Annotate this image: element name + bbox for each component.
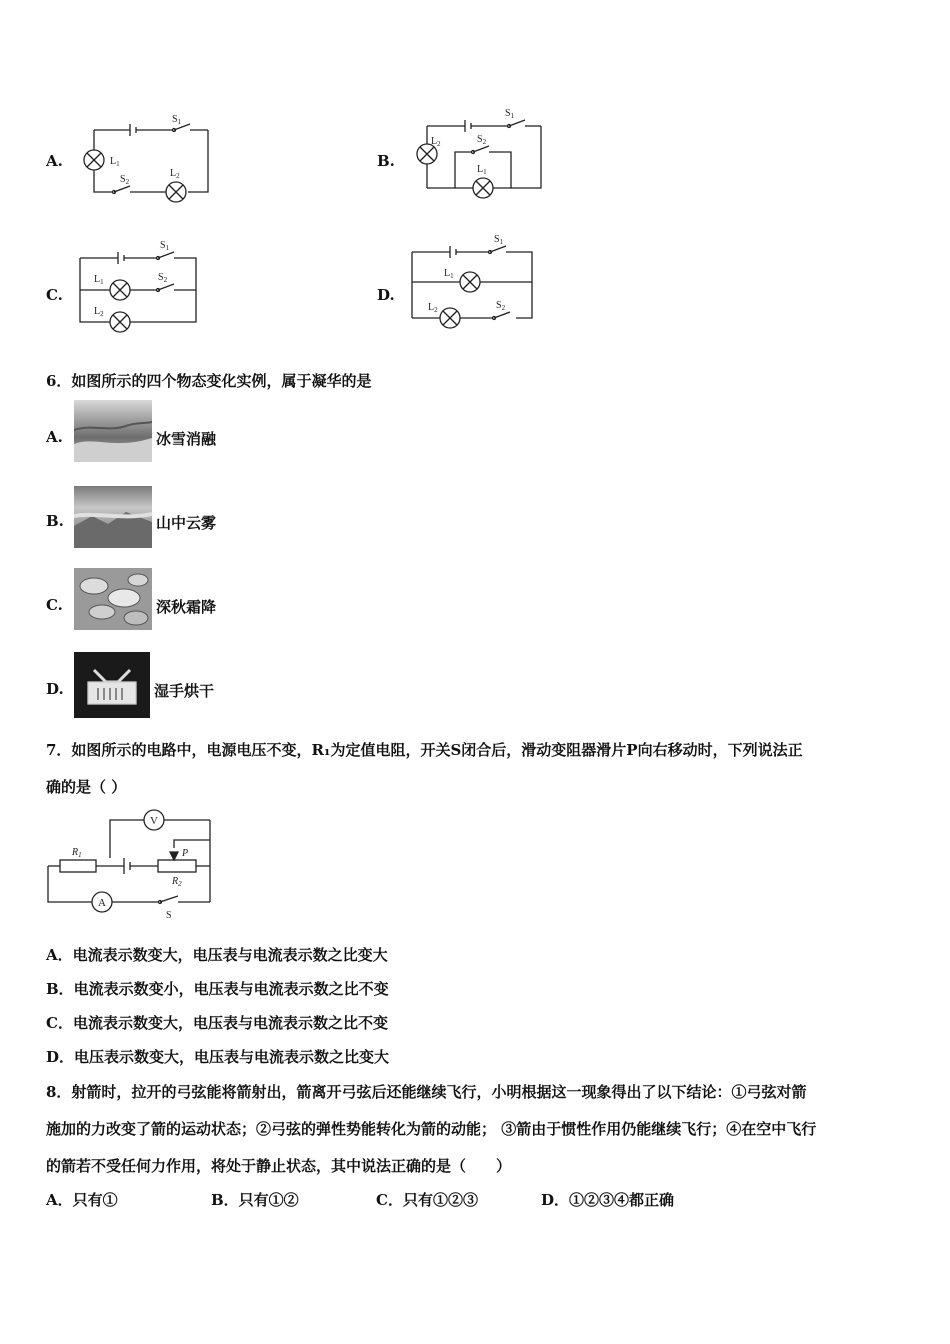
q5-circuit-c <box>72 236 212 336</box>
q7-stem-line2: 确的是（ ） <box>46 778 127 796</box>
switch-label: S <box>166 910 172 921</box>
q7-option-a[interactable]: A．电流表示数变大，电压表与电流表示数之比变大 <box>46 946 388 964</box>
frost-leaves-photo <box>74 568 152 630</box>
svg-text:L1: $L_1$ <box>110 156 120 168</box>
q7-option-c[interactable]: C．电流表示数变大，电压表与电流表示数之比不变 <box>46 1014 388 1032</box>
voltmeter-label: V <box>150 815 158 827</box>
svg-text:L1: $L_1$ <box>477 164 487 176</box>
q6-option-c-letter[interactable]: C. <box>46 596 63 614</box>
svg-text:R1: $R_1$ <box>72 847 82 859</box>
q6-stem: 6．如图所示的四个物态变化实例，属于凝华的是 <box>46 372 372 390</box>
q7-option-d[interactable]: D．电压表示数变大，电压表与电流表示数之比变大 <box>46 1048 390 1066</box>
q5-circuit-b <box>405 102 555 202</box>
ammeter-label: A <box>98 897 106 909</box>
svg-text:L1: $L_1$ <box>94 274 104 286</box>
q6-option-d-letter[interactable]: D. <box>46 680 64 698</box>
q7-stem-line1: 7．如图所示的电路中，电源电压不变，R₁为定值电阻，开关S闭合后，滑动变阻器滑片P向右移动时，下列说法正 <box>46 741 803 759</box>
svg-text:S1: $S_1$ <box>172 114 182 126</box>
slider-label: P <box>182 848 189 859</box>
svg-text:S1: $S_1$ <box>160 240 170 252</box>
q8-option-a[interactable]: A．只有① <box>46 1191 118 1209</box>
river-snow-photo <box>74 400 152 462</box>
svg-text:S1: $S_1$ <box>494 234 504 246</box>
q5-option-d-letter[interactable]: D. <box>377 286 395 304</box>
svg-text:S1: $S_1$ <box>505 108 515 120</box>
svg-text:L2: $L_2$ <box>428 302 438 314</box>
svg-text:S2: $S_2$ <box>158 272 168 284</box>
q5-circuit-a <box>72 108 222 204</box>
q5-option-a-letter[interactable]: A. <box>46 152 63 170</box>
q8-stem-line3: 的箭若不受任何力作用，将处于静止状态，其中说法正确的是（ ） <box>46 1157 512 1175</box>
mountain-fog-photo <box>74 486 152 548</box>
svg-text:S2: $S_2$ <box>120 174 130 186</box>
q7-circuit-diagram <box>40 808 230 922</box>
hand-dryer-photo <box>74 652 150 718</box>
svg-text:L2: $L_2$ <box>431 136 441 148</box>
q6-option-b-letter[interactable]: B. <box>46 512 64 530</box>
svg-text:L2: $L_2$ <box>94 306 104 318</box>
q6-option-b-text[interactable]: 山中云雾 <box>156 514 217 532</box>
q5-option-c-letter[interactable]: C. <box>46 286 63 304</box>
q6-option-d-text[interactable]: 湿手烘干 <box>154 682 215 700</box>
q6-option-a-letter[interactable]: A. <box>46 428 63 446</box>
q6-option-c-text[interactable]: 深秋霜降 <box>156 598 217 616</box>
svg-text:R2: $R_2$ <box>172 876 182 888</box>
svg-text:S2: $S_2$ <box>477 134 487 146</box>
q8-stem-line2: 施加的力改变了箭的运动状态；②弓弦的弹性势能转化为箭的动能； ③箭由于惯性作用仍能继续飞行；④在空中飞行 <box>46 1120 817 1138</box>
q7-option-b[interactable]: B．电流表示数变小，电压表与电流表示数之比不变 <box>46 980 389 998</box>
q8-option-d[interactable]: D．①②③④都正确 <box>541 1191 675 1209</box>
q8-option-b[interactable]: B．只有①② <box>211 1191 299 1209</box>
svg-text:S2: $S_2$ <box>496 300 506 312</box>
q6-option-a-text[interactable]: 冰雪消融 <box>156 430 217 448</box>
svg-text:L1: $L_1$ <box>444 268 454 280</box>
q8-stem-line1: 8．射箭时，拉开的弓弦能将箭射出，箭离开弓弦后还能继续飞行，小明根据这一现象得出了以下结论：①弓弦对箭 <box>46 1083 807 1101</box>
svg-text:L2: $L_2$ <box>170 168 180 180</box>
q5-circuit-d <box>404 230 544 330</box>
q5-option-b-letter[interactable]: B. <box>377 152 395 170</box>
q8-option-c[interactable]: C．只有①②③ <box>376 1191 478 1209</box>
